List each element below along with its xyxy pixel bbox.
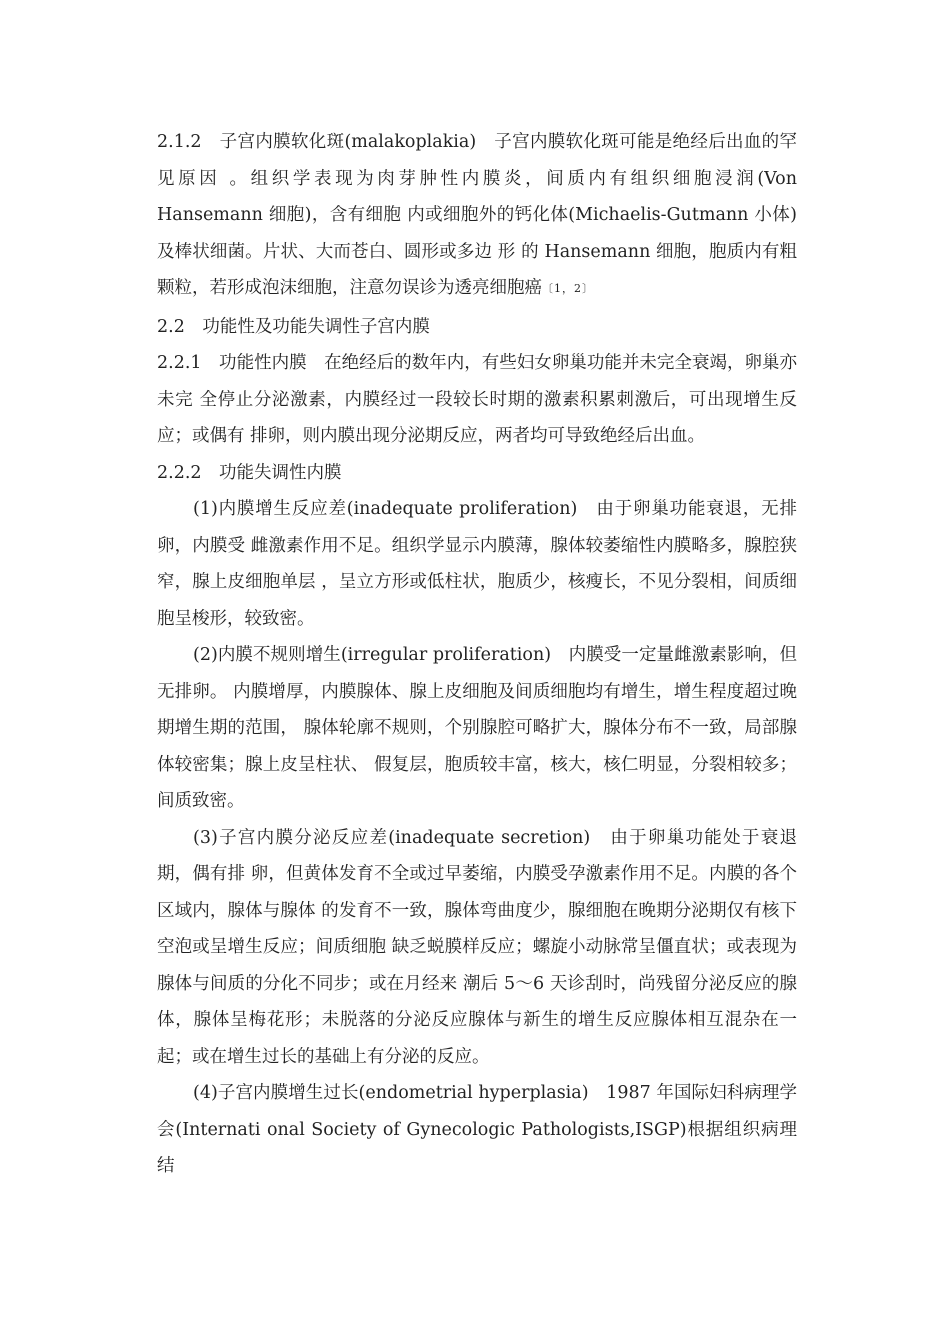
citation-marker: 〔1，2〕 xyxy=(542,282,594,295)
paragraph-item-4: (4)子宫内膜增生过长(endometrial hyperplasia) 1987 年国际妇科病理学会(Internati onal Society of Gynecologic Pathologists,ISGP)根据组织病理结 xyxy=(157,1083,797,1176)
paragraph-item-2: (2)内膜不规则增生(irregular proliferation) 内膜受一定量雌激素影响，但无排卵。 内膜增厚，内膜腺体、腺上皮细胞及间质细胞均有增生，增生程度超过晚期增生期的范围， 腺体轮廓不规则，个别腺腔可略扩大，腺体分布不一致，局部腺体较密集；腺上皮呈柱状、 假复层，胞质较丰富，核大，核仁明显，分裂相较多；间质致密。 xyxy=(157,645,797,811)
paragraph-2-1-2 xyxy=(157,124,797,309)
document-body xyxy=(157,124,797,1185)
paragraph-2-2-1: 2.2.1 功能性内膜 在绝经后的数年内，有些妇女卵巢功能并未完全衰竭，卵巢亦未完 全停止分泌激素，内膜经过一段较长时期的激素积累刺激后，可出现增生反应；或偶有 排卵，则内膜出现分泌期反应，两者均可导致绝经后出血。 xyxy=(157,353,797,446)
heading-2-2-2: 2.2.2 功能失调性内膜 xyxy=(157,462,342,483)
paragraph-item-3: (3)子宫内膜分泌反应差(inadequate secretion) 由于卵巢功能处于衰退期，偶有排 卵，但黄体发育不全或过早萎缩，内膜受孕激素作用不足。内膜的各个区域内，腺体与腺体 的发育不一致，腺体弯曲度少，腺细胞在晚期分泌期仅有核下空泡或呈增生反应；间质细胞 缺乏蜕膜样反应；螺旋小动脉常呈僵直状；或表现为腺体与间质的分化不同步；或在月经来 潮后 5～6 天诊刮时，尚残留分泌反应的腺体，腺体呈梅花形；未脱落的分泌反应腺体与新生的增生反应腺体相互混杂在一起；或在增生过长的基础上有分泌的反应。 xyxy=(157,827,797,1067)
heading-2-2: 2.2 功能性及功能失调性子宫内膜 xyxy=(157,316,430,337)
paragraph-item-1: (1)内膜增生反应差(inadequate proliferation) 由于卵巢功能衰退，无排卵，内膜受 雌激素作用不足。组织学显示内膜薄，腺体较萎缩性内膜略多，腺腔狭窄，腺上皮细胞单层 ，呈立方形或低柱状，胞质少，核瘦长，不见分裂相，间质细胞呈梭形，较致密。 xyxy=(157,499,797,629)
paragraph-2-1-2-text: 2.1.2 子宫内膜软化斑(malakoplakia) 子宫内膜软化斑可能是绝经后出血的罕见原因 。组织学表现为肉芽肿性内膜炎，间质内有组织细胞浸润(Von Hansemann 细胞)，含有细胞 内或细胞外的钙化体(Michaelis-Gutmann 小体)及棒状细菌。片状、大而苍白、圆形或多边 形 的 Hansemann 细胞，胞质内有粗颗粒，若形成泡沫细胞，注意勿误诊为透亮细胞癌 xyxy=(157,132,797,298)
